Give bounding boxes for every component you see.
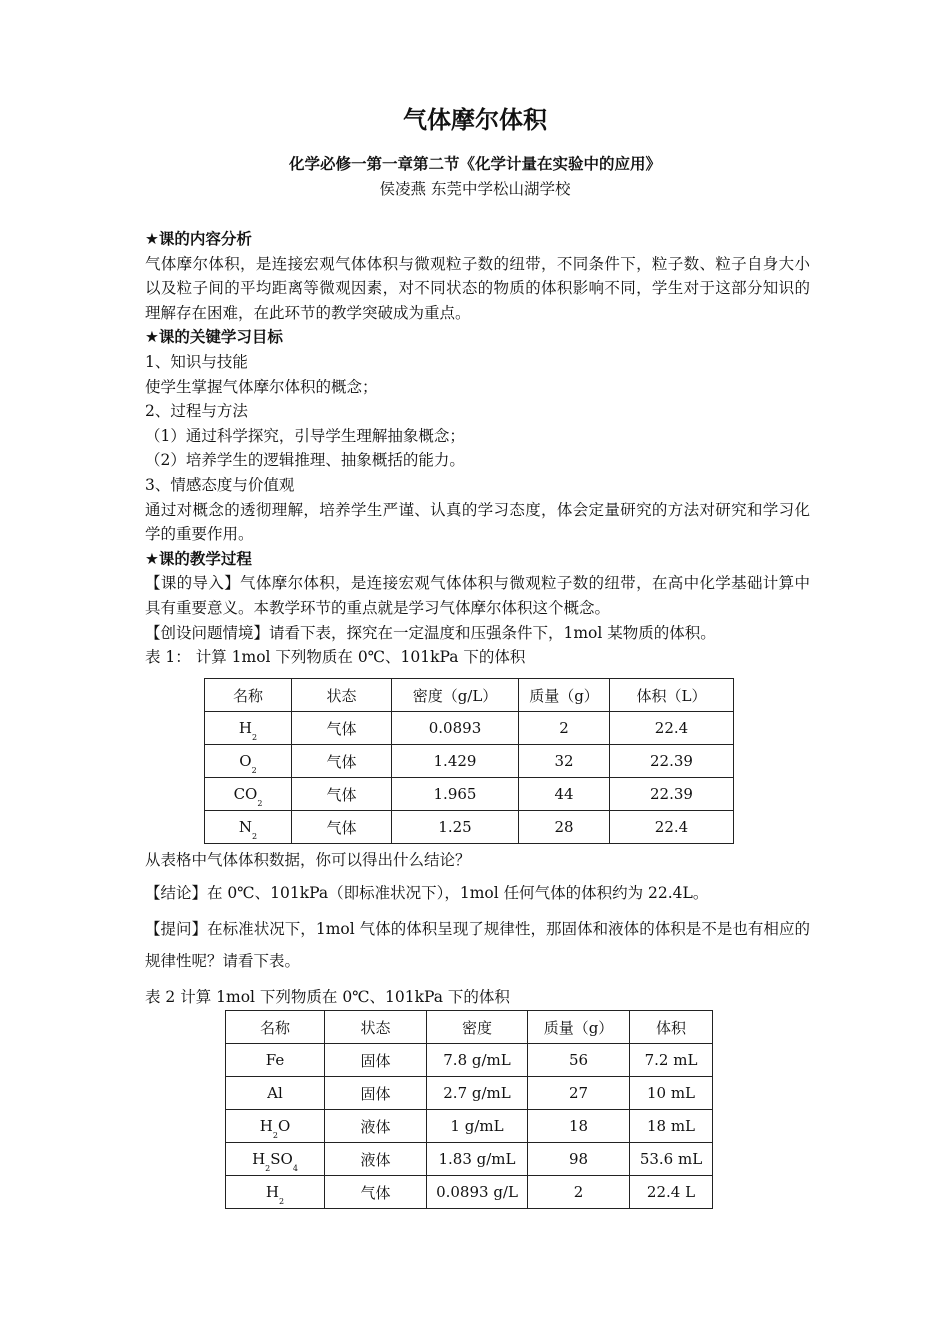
goal2-title: 2、过程与方法 [145, 402, 248, 421]
table-1 [204, 678, 734, 844]
header-cell: 状态 [292, 679, 392, 712]
table-header-row [226, 1011, 713, 1044]
substance-cell: Al [226, 1077, 325, 1110]
density-cell: 0.0893 [392, 712, 519, 745]
table-row [205, 778, 734, 811]
section-heading-content: ★课的内容分析 [145, 230, 252, 248]
state-cell: 气体 [292, 778, 392, 811]
substance-cell: $H_2$ [226, 1176, 325, 1209]
state-cell: 气体 [325, 1176, 427, 1209]
mass-cell: 2 [519, 712, 610, 745]
density-cell: 1.25 [392, 811, 519, 844]
body-text [145, 227, 810, 670]
state-cell: 固体 [325, 1044, 427, 1077]
table-row [226, 1143, 713, 1176]
content-paragraph: 气体摩尔体积，是连接宏观气体体积与微观粒子数的纽带，不同条件下，粒子数、粒子自身大小以及粒子间的平均距离等微观因素，对不同状态的物质的体积影响不同，学生对于这部分知识的理解存在困难，在此环节的教学突破成为重点。 [145, 254, 810, 322]
header-cell: 密度 [427, 1011, 528, 1044]
state-cell: 液体 [325, 1143, 427, 1176]
goal1-title: 1、知识与技能 [145, 352, 248, 371]
substance-cell: $H_2O$ [226, 1110, 325, 1143]
header-cell: 状态 [325, 1011, 427, 1044]
section-heading-goals: ★课的关键学习目标 [145, 328, 283, 347]
density-cell: 0.0893 g/L [427, 1176, 528, 1209]
mass-cell: 44 [519, 778, 610, 811]
mass-cell: 2 [528, 1176, 630, 1209]
header-cell: 质量（g） [528, 1011, 630, 1044]
volume-cell: 10 mL [630, 1077, 713, 1110]
table-header-row [205, 679, 734, 712]
mass-cell: 56 [528, 1044, 630, 1077]
page-subtitle: 化学必修一第一章第二节《化学计量在实验中的应用》 [288, 155, 661, 173]
page-title: 气体摩尔体积 [403, 106, 547, 134]
table-row [205, 811, 734, 844]
header-cell: 体积 [630, 1011, 713, 1044]
header-cell: 密度（g/L） [392, 679, 519, 712]
substance-cell: $N_2$ [205, 811, 292, 844]
table-row [205, 745, 734, 778]
state-cell: 液体 [325, 1110, 427, 1143]
question-paragraph: 从表格中气体体积数据，你可以得出什么结论？ [145, 851, 471, 869]
header-cell: 质量（g） [519, 679, 610, 712]
state-cell: 固体 [325, 1077, 427, 1110]
goal3-text: 通过对概念的透彻理解，培养学生严谨、认真的学习态度，体会定量研究的方法对研究和学习化学的重要作用。 [145, 500, 810, 544]
density-cell: 7.8 g/mL [427, 1044, 528, 1077]
volume-cell: 7.2 mL [630, 1044, 713, 1077]
goal1-text: 使学生掌握气体摩尔体积的概念； [145, 377, 378, 396]
ask-paragraph: 【提问】在标准状况下，1mol 气体的体积呈现了规律性，那固体和液体的体积是不是也有相应的规律性呢？请看下表。 [145, 920, 810, 971]
table-2 [225, 1010, 713, 1209]
volume-cell: 53.6 mL [630, 1143, 713, 1176]
header-cell: 名称 [226, 1011, 325, 1044]
table1-caption: 表 1： 计算 1mol 下列物质在 0℃、101kPa 下的体积 [145, 648, 526, 667]
conclusion-paragraph: 【结论】在 0℃、101kPa（即标准状况下），1mol 任何气体的体积约为 22.4L。 [145, 883, 709, 902]
table2-caption: 表 2 计算 1mol 下列物质在 0℃、101kPa 下的体积 [145, 988, 510, 1007]
body-text-continued [145, 848, 810, 1010]
volume-cell: 22.4 L [630, 1176, 713, 1209]
volume-cell: 22.39 [610, 778, 734, 811]
table-row [226, 1176, 713, 1209]
scenario-paragraph: 【创设问题情境】请看下表，探究在一定温度和压强条件下，1mol 某物质的体积。 [145, 623, 716, 642]
author-line: 侯凌燕 东莞中学松山湖学校 [379, 180, 571, 198]
density-cell: 2.7 g/mL [427, 1077, 528, 1110]
mass-cell: 27 [528, 1077, 630, 1110]
mass-cell: 32 [519, 745, 610, 778]
goal3-title: 3、情感态度与价值观 [145, 475, 295, 494]
substance-cell: $H_2$ [205, 712, 292, 745]
volume-cell: 22.39 [610, 745, 734, 778]
density-cell: 1 g/mL [427, 1110, 528, 1143]
mass-cell: 18 [528, 1110, 630, 1143]
table-row [226, 1077, 713, 1110]
density-cell: 1.965 [392, 778, 519, 811]
volume-cell: 18 mL [630, 1110, 713, 1143]
goal2-item1: （1）通过科学探究，引导学生理解抽象概念； [145, 426, 465, 445]
table-row [226, 1110, 713, 1143]
substance-cell: Fe [226, 1044, 325, 1077]
substance-cell: $H_2SO_4$ [226, 1143, 325, 1176]
header-cell: 体积（L） [610, 679, 734, 712]
section-heading-process: ★课的教学过程 [145, 549, 252, 568]
state-cell: 气体 [292, 811, 392, 844]
table-row [205, 712, 734, 745]
substance-cell: $O_2$ [205, 745, 292, 778]
substance-cell: $CO_2$ [205, 778, 292, 811]
table-row [226, 1044, 713, 1077]
state-cell: 气体 [292, 712, 392, 745]
volume-cell: 22.4 [610, 811, 734, 844]
mass-cell: 98 [528, 1143, 630, 1176]
state-cell: 气体 [292, 745, 392, 778]
header-cell: 名称 [205, 679, 292, 712]
goal2-item2: （2）培养学生的逻辑推理、抽象概括的能力。 [145, 451, 465, 470]
density-cell: 1.83 g/mL [427, 1143, 528, 1176]
intro-paragraph: 【课的导入】气体摩尔体积，是连接宏观气体体积与微观粒子数的纽带，在高中化学基础计算中具有重要意义。本教学环节的重点就是学习气体摩尔体积这个概念。 [145, 574, 810, 617]
volume-cell: 22.4 [610, 712, 734, 745]
mass-cell: 28 [519, 811, 610, 844]
density-cell: 1.429 [392, 745, 519, 778]
